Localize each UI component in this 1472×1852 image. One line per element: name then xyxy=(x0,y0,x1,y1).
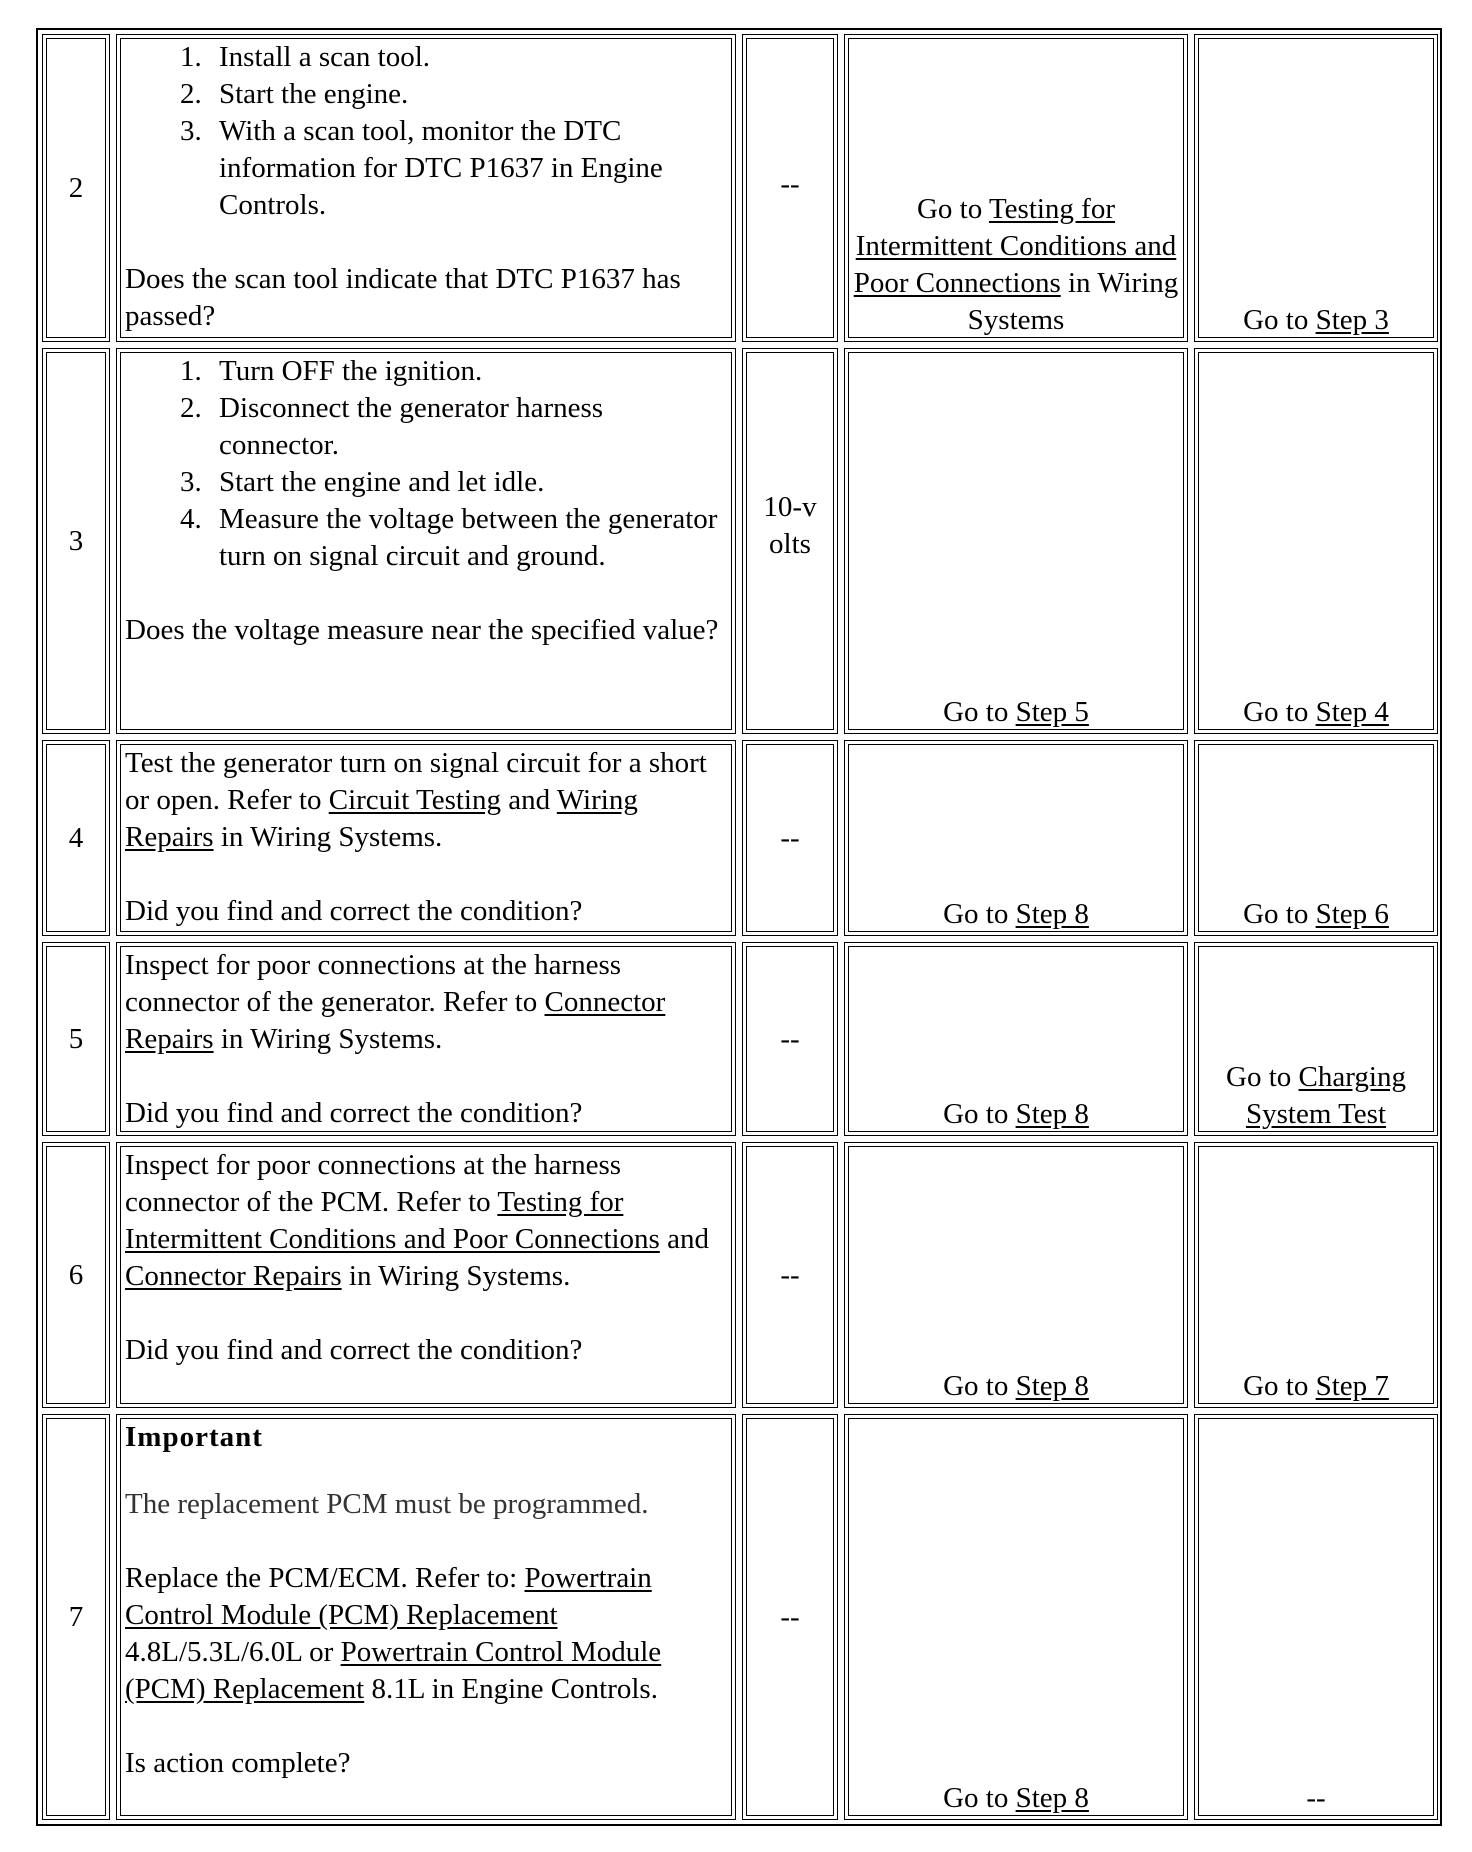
step-number: 4 xyxy=(68,821,84,854)
no-result xyxy=(1243,896,1389,933)
no-link[interactable]: Step 7 xyxy=(1315,1370,1389,1402)
action-instruction: Inspect for poor connections at the harness connector of the generator. Refer to Connector Repairs in Wiring Systems. xyxy=(125,949,666,1055)
no-result: -- xyxy=(1306,1782,1326,1814)
yes-result xyxy=(943,1096,1089,1133)
important-heading: Important xyxy=(125,1421,263,1453)
value-cell xyxy=(742,740,838,936)
action-question: Is action complete? xyxy=(125,1747,351,1779)
list-item: 4. Measure the voltage between the generator turn on signal circuit and ground. xyxy=(209,501,729,575)
yes-link[interactable]: Step 8 xyxy=(1015,1370,1089,1402)
yes-link[interactable]: Step 8 xyxy=(1015,1098,1089,1130)
step-number-cell xyxy=(42,942,110,1136)
action-cell xyxy=(116,740,736,936)
action-instruction: Replace the PCM/ECM. Refer to: Powertrain Control Module (PCM) Replacement 4.8L/5.3L/6.0L or Powertrain Control Module (PCM) Replacement 8.1L in Engine Controls. xyxy=(125,1562,662,1705)
pcm-replacement-link-8-1l[interactable]: Powertrain Control Module (PCM) Replacement xyxy=(125,1636,662,1705)
action-cell xyxy=(116,1142,736,1408)
value-cell xyxy=(742,1142,838,1408)
intermittent-conditions-link[interactable]: Testing for Intermittent Conditions and Poor Connections xyxy=(125,1186,660,1255)
value-text: -- xyxy=(780,1258,800,1291)
yes-link[interactable]: Step 5 xyxy=(1015,696,1089,728)
action-cell xyxy=(116,34,736,342)
action-cell xyxy=(116,348,736,734)
step-number: 5 xyxy=(68,1022,84,1055)
yes-prefix: Go to xyxy=(943,898,1016,930)
circuit-testing-link[interactable]: Circuit Testing xyxy=(328,784,501,816)
list-item: 3. With a scan tool, monitor the DTC information for DTC P1637 in Engine Controls. xyxy=(209,113,729,224)
step-number: 2 xyxy=(68,171,84,204)
yes-cell xyxy=(844,34,1188,342)
yes-result xyxy=(849,191,1183,339)
step-number: 3 xyxy=(68,524,84,557)
value-text: -- xyxy=(780,1600,800,1633)
no-prefix: Go to xyxy=(1243,304,1316,336)
value-text: -- xyxy=(780,821,800,854)
list-item: 2. Disconnect the generator harness connector. xyxy=(209,390,729,464)
yes-link[interactable]: Step 8 xyxy=(1015,898,1089,930)
no-cell xyxy=(1194,1142,1438,1408)
step-number: 6 xyxy=(68,1258,84,1291)
action-cell xyxy=(116,1414,736,1820)
step-number: 7 xyxy=(68,1600,84,1633)
no-link[interactable]: Charging System Test xyxy=(1245,1061,1406,1130)
no-link[interactable]: Step 6 xyxy=(1315,898,1389,930)
no-cell xyxy=(1194,942,1438,1136)
value-cell xyxy=(742,1414,838,1820)
list-item: 2. Start the engine. xyxy=(209,76,729,113)
yes-result xyxy=(943,1780,1089,1817)
no-cell xyxy=(1194,1414,1438,1820)
yes-link[interactable]: Step 8 xyxy=(1015,1782,1089,1814)
action-question: Does the voltage measure near the specified value? xyxy=(125,614,719,646)
action-instruction: Test the generator turn on signal circuit for a short or open. Refer to Circuit Testing and Wiring Repairs in Wiring Systems. xyxy=(125,747,707,853)
no-prefix: Go to xyxy=(1243,696,1316,728)
yes-cell xyxy=(844,348,1188,734)
yes-link[interactable]: Testing for Intermittent Conditions and Poor Connections xyxy=(853,193,1177,299)
step-number-cell xyxy=(42,740,110,936)
connector-repairs-link[interactable]: Connector Repairs xyxy=(125,986,666,1055)
connector-repairs-link[interactable]: Connector Repairs xyxy=(125,1260,342,1292)
step-number-cell xyxy=(42,348,110,734)
no-prefix: Go to xyxy=(1243,1370,1316,1402)
yes-prefix: Go to xyxy=(943,1098,1016,1130)
yes-prefix: Go to xyxy=(943,696,1016,728)
no-prefix: Go to xyxy=(1243,898,1316,930)
no-link[interactable]: Step 3 xyxy=(1315,304,1389,336)
value-text: -- xyxy=(780,167,800,200)
value-cell xyxy=(742,942,838,1136)
no-result xyxy=(1199,1059,1433,1133)
pcm-replacement-link[interactable]: Powertrain Control Module (PCM) Replacement xyxy=(125,1562,652,1631)
wiring-repairs-link[interactable]: Wiring Repairs xyxy=(125,784,638,853)
yes-result xyxy=(943,1368,1089,1405)
important-note: The replacement PCM must be programmed. xyxy=(125,1488,649,1520)
value-cell xyxy=(742,34,838,342)
action-cell xyxy=(116,942,736,1136)
yes-prefix: Go to xyxy=(916,193,989,225)
no-cell xyxy=(1194,348,1438,734)
action-question: Did you find and correct the condition? xyxy=(125,895,583,927)
no-link[interactable]: Step 4 xyxy=(1315,696,1389,728)
value-text: -- xyxy=(780,1022,800,1055)
list-item: 1. Turn OFF the ignition. xyxy=(209,353,729,390)
yes-result xyxy=(943,896,1089,933)
value-cell xyxy=(742,348,838,734)
no-cell xyxy=(1194,34,1438,342)
step-number-cell xyxy=(42,1142,110,1408)
no-result xyxy=(1243,1368,1389,1405)
action-question: Did you find and correct the condition? xyxy=(125,1097,583,1129)
yes-prefix: Go to xyxy=(943,1782,1016,1814)
no-cell xyxy=(1194,740,1438,936)
no-result xyxy=(1243,302,1389,339)
list-item: 3. Start the engine and let idle. xyxy=(209,464,729,501)
value-text: 10-volts xyxy=(763,491,817,560)
step-number-cell xyxy=(42,34,110,342)
action-question: Does the scan tool indicate that DTC P1637 has passed? xyxy=(125,263,681,332)
yes-cell xyxy=(844,942,1188,1136)
yes-suffix: in Wiring Systems xyxy=(967,267,1179,336)
action-instruction: Inspect for poor connections at the harness connector of the PCM. Refer to Testing for Intermittent Conditions and Poor Connections and Connector Repairs in Wiring Systems. xyxy=(125,1149,717,1292)
yes-cell xyxy=(844,1414,1188,1820)
no-prefix: Go to xyxy=(1226,1061,1299,1093)
action-steps-list xyxy=(125,39,729,224)
no-result xyxy=(1243,694,1389,731)
yes-cell xyxy=(844,1142,1188,1408)
list-item: 1. Install a scan tool. xyxy=(209,39,729,76)
action-question: Did you find and correct the condition? xyxy=(125,1334,583,1366)
yes-cell xyxy=(844,740,1188,936)
action-steps-list xyxy=(125,353,729,575)
yes-result xyxy=(943,694,1089,731)
yes-prefix: Go to xyxy=(943,1370,1016,1402)
step-number-cell xyxy=(42,1414,110,1820)
